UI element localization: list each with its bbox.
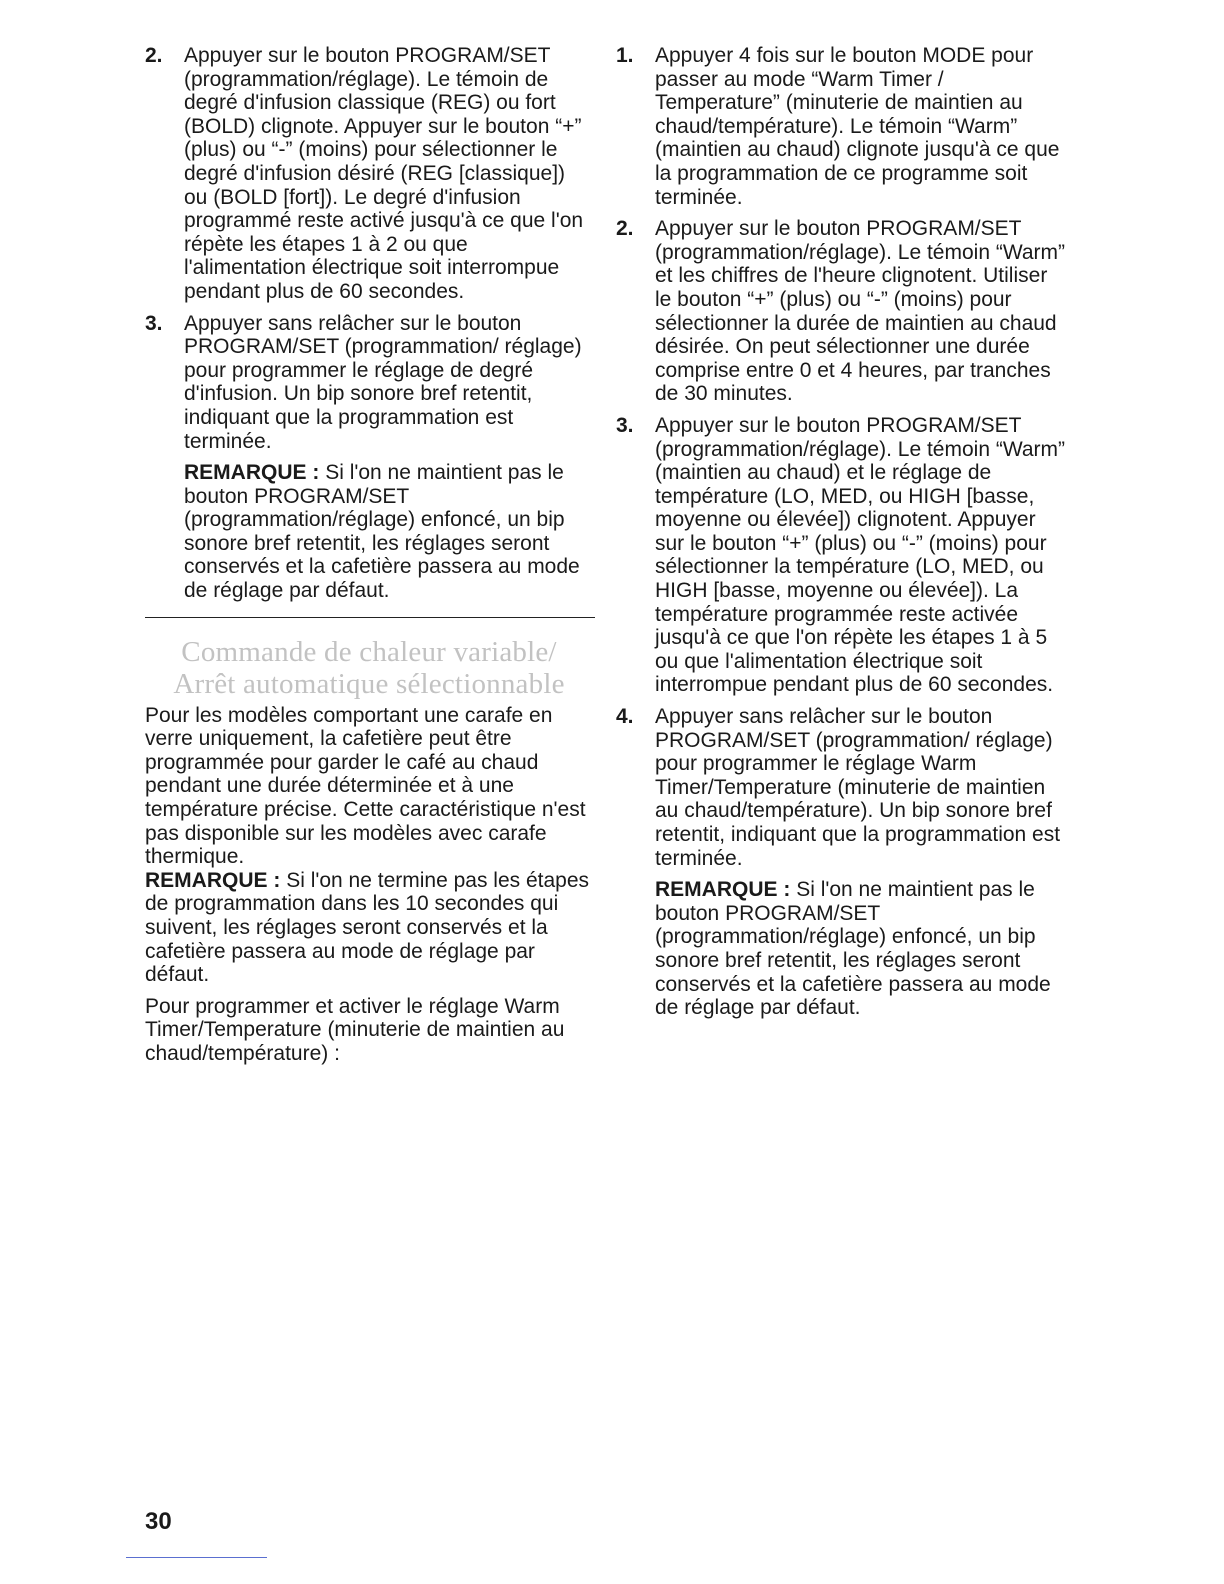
step-text: Appuyer 4 fois sur le bouton MODE pour passer au mode “Warm Timer / Temperature” (minuterie de maintien au chaud/température). Le témoin “Warm” (maintien au chaud) clignote jusqu'à ce que la programmation de ce programme soit terminée.: [655, 44, 1060, 209]
step-number: 4.: [616, 705, 634, 729]
intro-paragraph: Pour les modèles comportant une carafe en verre uniquement, la cafetière peut être programmée pour garder le café au chaud pendant une durée déterminée et à une température précise. Cette caractéristique n'est pas disponible sur les modèles avec carafe thermique.: [145, 703, 586, 869]
note-text: Si l'on ne termine pas les étapes de programmation dans les 10 secondes qui suivent, les réglages seront conservés et la cafetière passera au mode de réglage par défaut.: [145, 868, 590, 987]
step-number: 3.: [145, 311, 163, 335]
section-heading: [145, 636, 593, 700]
footer-rule: [126, 1557, 267, 1558]
step-text: Appuyer sur le bouton PROGRAM/SET (programmation/réglage). Le témoin “Warm” (maintien au chaud) et le réglage de température (LO, MED, ou HIGH [basse, moyenne ou élevée]) clignotent. Appuyer sur le bouton “+” (plus) ou “-” (moins) pour sélectionner la température (LO, MED, ou HIGH [basse, moyenne ou élevée]). La température programmée reste activée jusqu'à ce que l'on répète les étapes 1 à 5 ou que l'alimentation électrique soit interrompue pendant plus de 60 secondes.: [655, 413, 1066, 697]
step-number: 2.: [145, 44, 163, 67]
section-note: [145, 869, 593, 987]
right-step-2: [616, 217, 1068, 406]
left-column: [145, 44, 593, 1066]
section-heading-line-1: Commande de chaleur variable/: [181, 635, 557, 668]
note-label: REMARQUE :: [184, 461, 320, 485]
closing-paragraph: Pour programmer et activer le réglage Warm Timer/Temperature (minuterie de maintien au chaud/température) :: [145, 994, 565, 1065]
step-number: 2.: [616, 217, 634, 241]
left-step-3: [145, 312, 593, 603]
page-number: 30: [145, 1508, 172, 1535]
step-text: Appuyer sans relâcher sur le bouton PROGRAM/SET (programmation/ réglage) pour programmer le réglage Warm Timer/Temperature (minuterie de maintien au chaud/température). Un bip sonore bref retentit, indiquant que la programmation est terminée.: [655, 705, 1061, 870]
note-label: REMARQUE :: [655, 878, 791, 902]
right-step-3: [616, 414, 1068, 697]
step-number: 1.: [616, 44, 634, 67]
note-label: REMARQUE :: [145, 868, 281, 892]
note-text: Si l'on ne maintient pas le bouton PROGRAM/SET (programmation/réglage) enfoncé, un bip sonore bref retentit, les réglages seront conservés et la cafetière passera au mode de réglage par défaut.: [655, 878, 1051, 1020]
section-heading-line-2: Arrêt automatique sélectionnable: [173, 667, 565, 700]
step-number: 3.: [616, 413, 634, 437]
right-step-1: [616, 44, 1068, 209]
note-text: Si l'on ne maintient pas le bouton PROGRAM/SET (programmation/réglage) enfoncé, un bip sonore bref retentit, les réglages seront conservés et la cafetière passera au mode de réglage par défaut.: [184, 461, 580, 603]
step-note: [655, 878, 1068, 1020]
right-column: [616, 44, 1068, 1028]
step-note: [184, 461, 593, 603]
step-text: Appuyer sans relâcher sur le bouton PROGRAM/SET (programmation/ réglage) pour programmer le réglage de degré d'infusion. Un bip sonore bref retentit, indiquant que la programmation est terminée.: [184, 311, 582, 453]
left-step-2: [145, 44, 593, 304]
section-divider: [145, 617, 595, 618]
step-text: Appuyer sur le bouton PROGRAM/SET (programmation/réglage). Le témoin “Warm” et les chiffres de l'heure clignotent. Utiliser le bouton “+” (plus) ou “-” (moins) pour sélectionner la durée de maintien au chaud désirée. On peut sélectionner une durée comprise entre 0 et 4 heures, par tranches de 30 minutes.: [655, 217, 1066, 406]
right-step-4: [616, 705, 1068, 1020]
step-text: Appuyer sur le bouton PROGRAM/SET (programmation/réglage). Le témoin de degré d'infusion classique (REG) ou fort (BOLD) clignote. Appuyer sur le bouton “+” (plus) ou “-” (moins) pour sélectionner le degré d'infusion désiré (REG [classique]) ou (BOLD [fort]). Le degré d'infusion programmé reste activé jusqu'à ce que l'on répète les étapes 1 à 2 ou que l'alimentation électrique soit interrompue pendant plus de 60 secondes.: [184, 44, 584, 303]
